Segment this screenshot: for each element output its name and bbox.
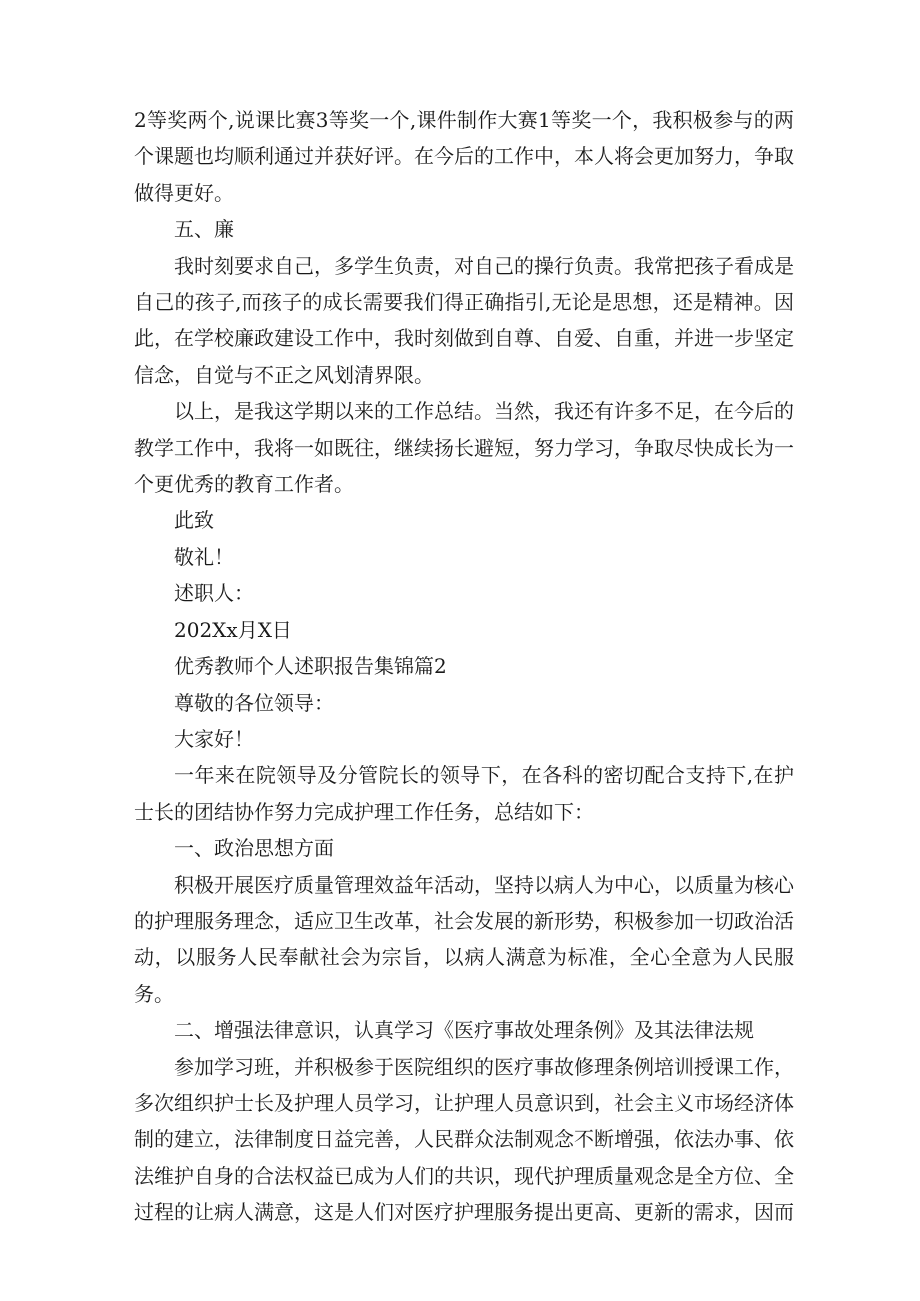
paragraph-awards-summary: 2等奖两个,说课比赛3等奖一个,课件制作大赛1等奖一个，我积极参与的两个课题也均顺利通过并获好评。在今后的工作中，本人将会更加努力，争取做得更好。 bbox=[134, 108, 794, 205]
greeting-all: 大家好！ bbox=[174, 726, 254, 751]
paragraph-conclusion: 以上，是我这学期以来的工作总结。当然，我还有许多不足，在今后的教学工作中，我将一如既往，继续扬长避短，努力学习，争取尽快成长为一个更优秀的教育工作者。 bbox=[134, 399, 794, 497]
paragraph-integrity: 我时刻要求自己，多学生负责，对自己的操行负责。我常把孩子看成是自己的孩子,而孩子的成长需要我们得正确指引,无论是思想，还是精神。因此，在学校廉政建设工作中，我时刻做到自尊、自爱、自重，并进一步坚定信念，自觉与不正之风划清界限。 bbox=[134, 253, 794, 387]
paragraph-legal: 参加学习班，并积极参于医院组织的医疗事故修理条例培训授课工作，多次组织护士长及护理人员学习，让护理人员意识到，社会主义市场经济体制的建立，法律制度日益完善，人民群众法制观念不断增强，依法办事、依法维护自身的合法权益已成为人们的共识，现代护理质量观念是全方位、全过程的让病人满意，这是人们对医疗护理服务提出更高、更新的需求，因而 bbox=[134, 1054, 794, 1225]
signature-label: 述职人： bbox=[174, 581, 254, 606]
section-heading-political: 一、政治思想方面 bbox=[174, 836, 334, 861]
document-body bbox=[134, 102, 794, 1231]
paragraph-intro: 一年来在院领导及分管院长的领导下，在各科的密切配合支持下,在护士长的团结协作努力完成护理工作任务，总结如下： bbox=[134, 763, 794, 824]
paragraph-political: 积极开展医疗质量管理效益年活动，坚持以病人为中心，以质量为核心的护理服务理念，适应卫生改革，社会发展的新形势，积极参加一切政治活动，以服务人民奉献社会为宗旨，以病人满意为标准，全心全意为人民服务。 bbox=[134, 872, 794, 1006]
section-heading-legal: 二、增强法律意识，认真学习《医疗事故处理条例》及其法律法规 bbox=[174, 1018, 754, 1043]
article-title: 优秀教师个人述职报告集锦篇2 bbox=[174, 654, 447, 679]
section-heading-integrity: 五、廉 bbox=[174, 217, 234, 242]
greeting-leaders: 尊敬的各位领导： bbox=[174, 690, 334, 715]
signature-date: 202Xx月X日 bbox=[174, 617, 292, 642]
closing-salutation: 此致 bbox=[174, 508, 214, 533]
closing-regards: 敬礼！ bbox=[174, 544, 234, 569]
